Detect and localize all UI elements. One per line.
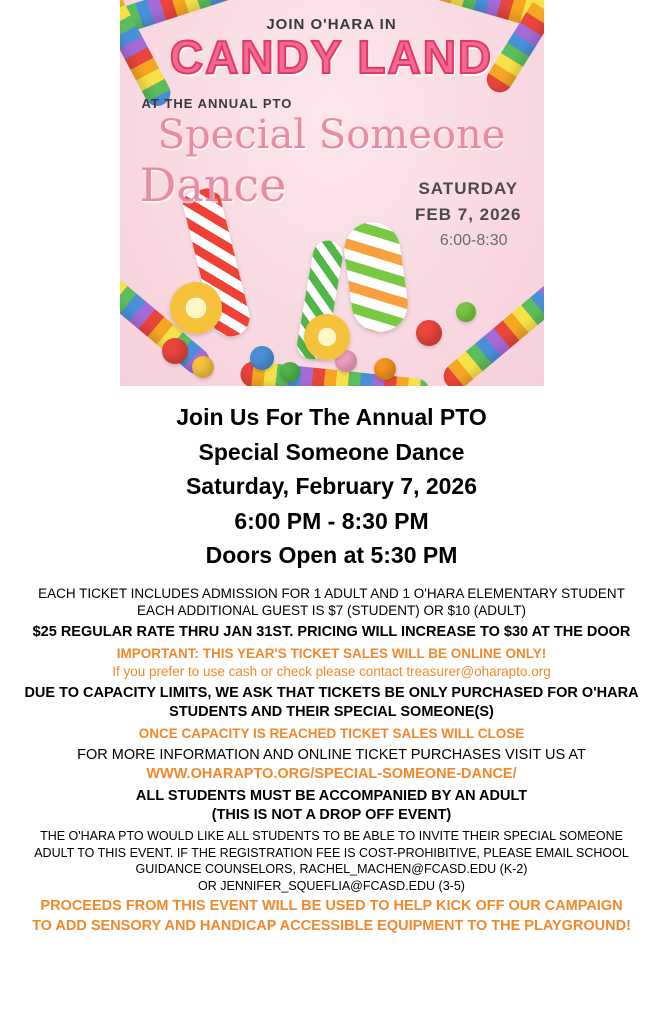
important-online-only-text: IMPORTANT: THIS YEAR'S TICKET SALES WILL BE ONLINE ONLY! xyxy=(116,646,547,662)
ticket-includes-text: EACH TICKET INCLUDES ADMISSION FOR 1 ADULT AND 1 O'HARA ELEMENTARY STUDENT xyxy=(38,585,625,601)
capacity-limits-line-2: STUDENTS AND THEIR SPECIAL SOMEONE(S) xyxy=(169,704,494,720)
poster-subtitle-line1: Special Someone xyxy=(157,112,506,158)
headline-line-3: Saturday, February 7, 2026 xyxy=(185,473,478,499)
rate-text: $25 REGULAR RATE THRU JAN 31ST. PRICING WILL INCREASE TO $30 AT THE DOOR xyxy=(32,624,631,641)
poster-join-line: JOIN O'HARA IN xyxy=(266,16,397,33)
event-headline xyxy=(176,400,487,573)
assistance-line-4: OR JENNIFER_SQUEFLIA@FCASD.EDU (3-5) xyxy=(198,878,465,893)
proceeds-line-2: TO ADD SENSORY AND HANDICAP ACCESSIBLE EQUIPMENT TO THE PLAYGROUND! xyxy=(32,917,631,934)
cash-check-contact-text: If you prefer to use cash or check please contact treasurer@oharapto.org xyxy=(112,664,551,680)
capacity-close-text: ONCE CAPACITY IS REACHED TICKET SALES WILL CLOSE xyxy=(138,726,525,742)
poster-title: CANDY LAND xyxy=(169,31,494,83)
headline-line-5: Doors Open at 5:30 PM xyxy=(205,542,458,568)
additional-guest-text: EACH ADDITIONAL GUEST IS $7 (STUDENT) OR $10 (ADULT) xyxy=(136,603,527,619)
assistance-line-3: GUIDANCE COUNSELORS, RACHEL_MACHEN@FCASD.EDU (K-2) xyxy=(135,862,528,877)
poster-subtitle-line2: Dance xyxy=(139,158,287,212)
event-poster-image xyxy=(120,0,544,386)
poster-day: SATURDAY xyxy=(418,179,519,198)
assistance-line-1: THE O'HARA PTO WOULD LIKE ALL STUDENTS TO BE ABLE TO INVITE THEIR SPECIAL SOMEONE xyxy=(40,829,623,844)
more-info-text: FOR MORE INFORMATION AND ONLINE TICKET PURCHASES VISIT US AT xyxy=(77,746,586,763)
poster-time: 6:00-8:30 xyxy=(439,232,508,249)
poster-date: FEB 7, 2026 xyxy=(415,204,522,224)
headline-line-2: Special Someone Dance xyxy=(198,438,465,465)
poster-text-layer xyxy=(120,0,544,386)
accompanied-by-adult-text: ALL STUDENTS MUST BE ACCOMPANIED BY AN ADULT xyxy=(135,788,528,805)
assistance-line-2: ADULT TO THIS EVENT. IF THE REGISTRATION FEE IS COST-PROHIBITIVE, PLEASE EMAIL SCHOOL xyxy=(34,845,629,860)
poster-date-block xyxy=(415,176,521,227)
not-drop-off-text: (THIS IS NOT A DROP OFF EVENT) xyxy=(211,807,452,824)
headline-line-1: Join Us For The Annual PTO xyxy=(176,404,487,430)
website-link[interactable]: WWW.OHARAPTO.ORG/SPECIAL-SOMEONE-DANCE/ xyxy=(146,766,517,783)
headline-line-4: 6:00 PM - 8:30 PM xyxy=(234,507,429,534)
poster-subtitle-small: AT THE ANNUAL PTO xyxy=(141,96,293,111)
proceeds-line-1: PROCEEDS FROM THIS EVENT WILL BE USED TO HELP KICK OFF OUR CAMPAIGN xyxy=(40,898,623,915)
event-details xyxy=(8,585,656,936)
capacity-limits-line-1: DUE TO CAPACITY LIMITS, WE ASK THAT TICKETS BE ONLY PURCHASED FOR O'HARA xyxy=(24,684,639,701)
